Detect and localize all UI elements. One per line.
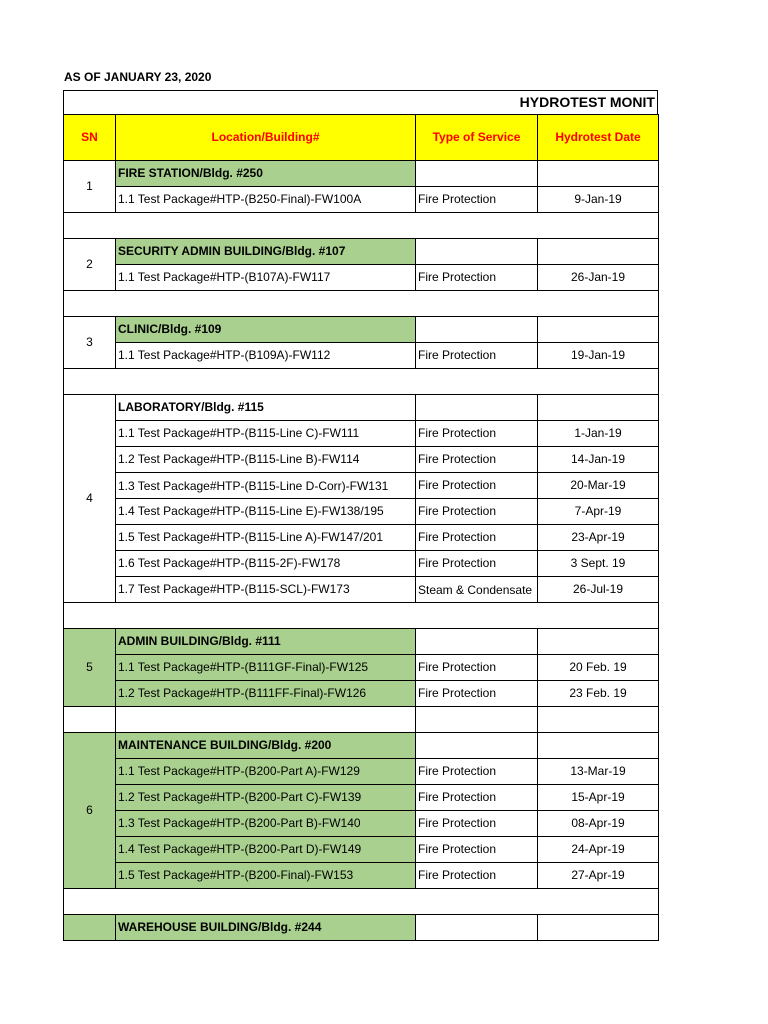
spacer-row xyxy=(64,369,659,395)
package-cell: 1.1 Test Package#HTP-(B115-Line C)-FW111 xyxy=(116,421,416,447)
table-row xyxy=(64,551,659,577)
date-cell xyxy=(538,629,659,655)
package-cell: 1.2 Test Package#HTP-(B200-Part C)-FW139 xyxy=(116,785,416,811)
service-cell: Fire Protection xyxy=(416,447,538,473)
date-cell: 7-Apr-19 xyxy=(538,499,659,525)
table-row xyxy=(64,499,659,525)
date-cell: 20 Feb. 19 xyxy=(538,655,659,681)
service-cell: Fire Protection xyxy=(416,759,538,785)
service-cell xyxy=(416,733,538,759)
sn-cell: 5 xyxy=(64,629,116,707)
spacer-cell xyxy=(64,213,659,239)
date-cell xyxy=(538,239,659,265)
service-cell: Fire Protection xyxy=(416,551,538,577)
service-cell: Fire Protection xyxy=(416,265,538,291)
table-row xyxy=(64,525,659,551)
spacer-row xyxy=(64,213,659,239)
date-cell: 24-Apr-19 xyxy=(538,837,659,863)
package-cell: 1.1 Test Package#HTP-(B111GF-Final)-FW125 xyxy=(116,655,416,681)
service-cell xyxy=(416,629,538,655)
table-row xyxy=(64,759,659,785)
package-cell: 1.1 Test Package#HTP-(B200-Part A)-FW129 xyxy=(116,759,416,785)
building-name: LABORATORY/Bldg. #115 xyxy=(116,395,416,421)
building-name: WAREHOUSE BUILDING/Bldg. #244 xyxy=(116,915,416,941)
spacer-row xyxy=(64,291,659,317)
table-row xyxy=(64,785,659,811)
package-cell: 1.1 Test Package#HTP-(B109A)-FW112 xyxy=(116,343,416,369)
package-cell: 1.5 Test Package#HTP-(B200-Final)-FW153 xyxy=(116,863,416,889)
header-service: Type of Service xyxy=(416,115,538,161)
package-cell: 1.7 Test Package#HTP-(B115-SCL)-FW173 xyxy=(116,577,416,603)
building-row xyxy=(64,629,659,655)
building-name: FIRE STATION/Bldg. #250 xyxy=(116,161,416,187)
service-cell: Fire Protection xyxy=(416,525,538,551)
package-cell: 1.2 Test Package#HTP-(B115-Line B)-FW114 xyxy=(116,447,416,473)
building-name: CLINIC/Bldg. #109 xyxy=(116,317,416,343)
building-row xyxy=(64,915,659,941)
table-row xyxy=(64,811,659,837)
spacer-cell xyxy=(116,707,416,733)
spacer-cell xyxy=(64,603,659,629)
service-cell xyxy=(416,239,538,265)
date-cell: 19-Jan-19 xyxy=(538,343,659,369)
service-cell xyxy=(416,317,538,343)
table-row xyxy=(64,473,659,499)
table-row xyxy=(64,577,659,603)
building-row xyxy=(64,239,659,265)
sn-cell: 2 xyxy=(64,239,116,291)
service-cell: Fire Protection xyxy=(416,681,538,707)
sn-cell: 6 xyxy=(64,733,116,889)
hydrotest-sheet xyxy=(63,90,658,941)
service-cell: Fire Protection xyxy=(416,343,538,369)
service-cell: Fire Protection xyxy=(416,785,538,811)
as-of-date: AS OF JANUARY 23, 2020 xyxy=(64,70,212,84)
sheet-title: HYDROTEST MONIT xyxy=(63,90,658,114)
building-name: MAINTENANCE BUILDING/Bldg. #200 xyxy=(116,733,416,759)
date-cell: 23 Feb. 19 xyxy=(538,681,659,707)
date-cell xyxy=(538,395,659,421)
table-row xyxy=(64,343,659,369)
date-cell: 1-Jan-19 xyxy=(538,421,659,447)
package-cell: 1.1 Test Package#HTP-(B250-Final)-FW100A xyxy=(116,187,416,213)
date-cell: 15-Apr-19 xyxy=(538,785,659,811)
service-cell: Fire Protection xyxy=(416,837,538,863)
service-cell: Fire Protection xyxy=(416,655,538,681)
package-cell: 1.3 Test Package#HTP-(B115-Line D-Corr)-FW131 xyxy=(116,473,416,499)
table-row xyxy=(64,863,659,889)
service-cell xyxy=(416,915,538,941)
table-row xyxy=(64,187,659,213)
building-row xyxy=(64,161,659,187)
date-cell: 20-Mar-19 xyxy=(538,473,659,499)
service-cell: Fire Protection xyxy=(416,499,538,525)
table-row xyxy=(64,655,659,681)
sn-cell: 1 xyxy=(64,161,116,213)
service-cell xyxy=(416,395,538,421)
date-cell: 9-Jan-19 xyxy=(538,187,659,213)
date-cell xyxy=(538,915,659,941)
building-row xyxy=(64,317,659,343)
header-location: Location/Building# xyxy=(116,115,416,161)
table-row xyxy=(64,837,659,863)
hydrotest-table xyxy=(63,114,659,941)
package-cell: 1.2 Test Package#HTP-(B111FF-Final)-FW126 xyxy=(116,681,416,707)
spacer-row xyxy=(64,889,659,915)
building-name: ADMIN BUILDING/Bldg. #111 xyxy=(116,629,416,655)
table-row xyxy=(64,447,659,473)
package-cell: 1.5 Test Package#HTP-(B115-Line A)-FW147/201 xyxy=(116,525,416,551)
table-row xyxy=(64,421,659,447)
spacer-cell xyxy=(64,889,659,915)
spacer-cell xyxy=(64,707,116,733)
date-cell: 27-Apr-19 xyxy=(538,863,659,889)
spacer-cell xyxy=(64,369,659,395)
service-cell: Fire Protection xyxy=(416,421,538,447)
service-cell: Fire Protection xyxy=(416,811,538,837)
header-date: Hydrotest Date xyxy=(538,115,659,161)
sn-cell xyxy=(64,915,116,941)
spacer-cell xyxy=(64,291,659,317)
date-cell: 23-Apr-19 xyxy=(538,525,659,551)
table-row xyxy=(64,681,659,707)
spacer-row xyxy=(64,707,659,733)
date-cell xyxy=(538,317,659,343)
date-cell: 08-Apr-19 xyxy=(538,811,659,837)
sn-cell: 3 xyxy=(64,317,116,369)
service-cell: Steam & Condensate xyxy=(416,577,538,603)
date-cell: 26-Jan-19 xyxy=(538,265,659,291)
building-name: SECURITY ADMIN BUILDING/Bldg. #107 xyxy=(116,239,416,265)
package-cell: 1.3 Test Package#HTP-(B200-Part B)-FW140 xyxy=(116,811,416,837)
table-row xyxy=(64,265,659,291)
date-cell xyxy=(538,733,659,759)
spacer-cell xyxy=(416,707,538,733)
building-row xyxy=(64,395,659,421)
package-cell: 1.1 Test Package#HTP-(B107A)-FW117 xyxy=(116,265,416,291)
spacer-row xyxy=(64,603,659,629)
service-cell: Fire Protection xyxy=(416,473,538,499)
date-cell: 26-Jul-19 xyxy=(538,577,659,603)
sn-cell: 4 xyxy=(64,395,116,603)
package-cell: 1.4 Test Package#HTP-(B200-Part D)-FW149 xyxy=(116,837,416,863)
service-cell: Fire Protection xyxy=(416,187,538,213)
spacer-cell xyxy=(538,707,659,733)
date-cell: 14-Jan-19 xyxy=(538,447,659,473)
header-row xyxy=(64,115,659,161)
service-cell xyxy=(416,161,538,187)
package-cell: 1.6 Test Package#HTP-(B115-2F)-FW178 xyxy=(116,551,416,577)
building-row xyxy=(64,733,659,759)
header-sn: SN xyxy=(64,115,116,161)
date-cell xyxy=(538,161,659,187)
package-cell: 1.4 Test Package#HTP-(B115-Line E)-FW138/195 xyxy=(116,499,416,525)
date-cell: 3 Sept. 19 xyxy=(538,551,659,577)
date-cell: 13-Mar-19 xyxy=(538,759,659,785)
service-cell: Fire Protection xyxy=(416,863,538,889)
